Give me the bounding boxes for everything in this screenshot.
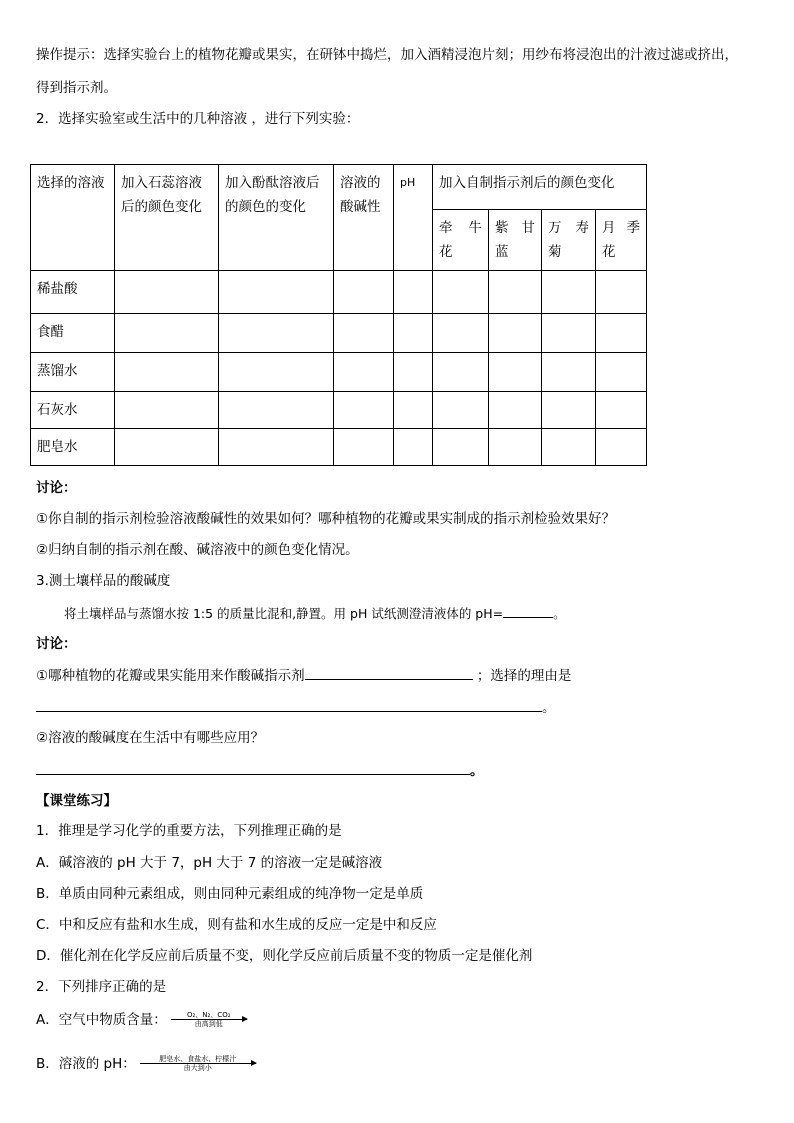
table-cell[interactable] [334, 429, 394, 466]
header-litmus-line1: 加入石蕊溶液 [121, 175, 202, 191]
table-cell[interactable] [115, 392, 219, 429]
soil-test-heading: 3.测土壤样品的酸碱度 [36, 573, 171, 589]
table-cell[interactable] [489, 314, 542, 353]
table-cell[interactable] [596, 429, 647, 466]
operation-tip-line-2: 得到指示剂。 [36, 80, 117, 96]
application-answer-line: 。 [36, 760, 484, 781]
row-label: 食醋 [31, 314, 115, 353]
soil-test-instruction: 将土壤样品与蒸馏水按 1:5 的质量比混和,静置。用 pH 试纸测澄清液体的 pH= 。 [64, 603, 566, 624]
table-cell[interactable] [489, 353, 542, 392]
table-cell[interactable] [433, 429, 489, 466]
practice-q1-option-d: D．催化剂在化学反应前后质量不变，则化学反应前后质量不变的物质一定是催化剂 [36, 948, 533, 964]
table-cell[interactable] [433, 314, 489, 353]
table-cell[interactable] [219, 429, 334, 466]
experiment-table [30, 164, 647, 466]
table-cell[interactable] [334, 353, 394, 392]
header-plant-red-cabbage: 紫 甘 蓝 [489, 210, 542, 271]
table-cell[interactable] [394, 271, 433, 314]
reason-answer-blank[interactable] [36, 697, 542, 712]
table-cell[interactable] [542, 392, 596, 429]
table-cell[interactable] [115, 429, 219, 466]
practice-q1-option-c: C．中和反应有盐和水生成，则有盐和水生成的反应一定是中和反应 [36, 917, 437, 933]
table-cell[interactable] [542, 314, 596, 353]
table-cell[interactable] [596, 353, 647, 392]
header-plant-morning-glory: 牵 牛 花 [433, 210, 489, 271]
table-cell[interactable] [115, 271, 219, 314]
table-cell[interactable] [433, 353, 489, 392]
discussion-1-title: 讨论： [36, 480, 77, 496]
table-cell[interactable] [542, 429, 596, 466]
header-plant-rose: 月 季 花 [596, 210, 647, 271]
practice-q1-option-a: A．碱溶液的 pH 大于 7，pH 大于 7 的溶液一定是碱溶液 [36, 855, 383, 871]
operation-tip-line-1: 操作提示：选择实验台上的植物花瓣或果实，在研钵中捣烂，加入酒精浸泡片刻；用纱布将浸泡出的汁液过滤或挤出， [36, 47, 738, 63]
table-row [31, 271, 647, 314]
table-row [31, 392, 647, 429]
table-cell[interactable] [219, 353, 334, 392]
table-cell[interactable] [433, 271, 489, 314]
discussion-2-question-1: ①哪种植物的花瓣或果实能用来作酸碱指示剂 ；选择的理由是 [36, 665, 571, 686]
table-cell[interactable] [334, 271, 394, 314]
table-cell[interactable] [115, 353, 219, 392]
header-acidity-line2: 酸碱性 [340, 199, 381, 215]
indicator-plant-answer-blank[interactable] [305, 665, 473, 680]
table-cell[interactable] [334, 392, 394, 429]
ordering-arrow: 肥皂水、食盐水、柠檬汁 由大到小 [140, 1055, 256, 1073]
header-homemade-indicator: 加入自制指示剂后的颜色变化 [433, 165, 647, 210]
ordering-arrow: O₂、N₂、CO₂ 由高到低 [171, 1011, 247, 1029]
header-litmus [115, 165, 219, 271]
table-cell[interactable] [219, 314, 334, 353]
row-label: 肥皂水 [31, 429, 115, 466]
table-cell[interactable] [489, 392, 542, 429]
table-row [31, 429, 647, 466]
table-cell[interactable] [394, 392, 433, 429]
discussion-2-question-2: ②溶液的酸碱度在生活中有哪些应用？ [36, 730, 265, 746]
class-practice-title: 【课堂练习】 [36, 793, 117, 809]
table-cell[interactable] [219, 392, 334, 429]
step-2-heading: 2．选择实验室或生活中的几种溶液 ，进行下列实验： [36, 111, 360, 127]
table-cell[interactable] [489, 429, 542, 466]
row-label: 蒸馏水 [31, 353, 115, 392]
table-cell[interactable] [433, 392, 489, 429]
practice-q2-option-b: B．溶液的 pH： 肥皂水、食盐水、柠檬汁 由大到小 [36, 1054, 256, 1074]
table-cell[interactable] [219, 271, 334, 314]
header-ph: pH [394, 165, 433, 271]
header-litmus-line2: 后的颜色变化 [121, 199, 202, 215]
ph-answer-blank[interactable] [503, 603, 553, 618]
practice-question-2: 2．下列排序正确的是 [36, 979, 167, 995]
table-cell[interactable] [542, 353, 596, 392]
header-phenol-line1: 加入酚酞溶液后 [225, 175, 320, 191]
table-row [31, 314, 647, 353]
table-cell[interactable] [115, 314, 219, 353]
table-cell[interactable] [334, 314, 394, 353]
right-arrow-icon [140, 1063, 256, 1064]
practice-q1-option-b: B．单质由同种元素组成，则由同种元素组成的纯净物一定是单质 [36, 886, 424, 902]
table-cell[interactable] [542, 271, 596, 314]
discussion-1-question-2: ②归纳自制的指示剂在酸、碱溶液中的颜色变化情况。 [36, 542, 359, 558]
table-cell[interactable] [596, 314, 647, 353]
table-row [31, 353, 647, 392]
table-cell[interactable] [394, 429, 433, 466]
table-cell[interactable] [596, 271, 647, 314]
header-phenolphthalein [219, 165, 334, 271]
table-cell[interactable] [489, 271, 542, 314]
table-cell[interactable] [394, 353, 433, 392]
row-label: 石灰水 [31, 392, 115, 429]
header-solution: 选择的溶液 [31, 165, 115, 271]
table-header-row [31, 165, 647, 210]
practice-q2-option-a: A．空气中物质含量： O₂、N₂、CO₂ 由高到低 [36, 1010, 247, 1030]
header-acidity-line1: 溶液的 [340, 175, 381, 191]
row-label: 稀盐酸 [31, 271, 115, 314]
reason-answer-line: 。 [36, 697, 556, 718]
application-answer-blank[interactable] [36, 760, 470, 775]
table-cell[interactable] [394, 314, 433, 353]
practice-question-1: 1．推理是学习化学的重要方法，下列推理正确的是 [36, 823, 342, 839]
header-acidity [334, 165, 394, 271]
discussion-2-title: 讨论： [36, 636, 77, 652]
discussion-1-question-1: ①你自制的指示剂检验溶液酸碱性的效果如何？哪种植物的花瓣或果实制成的指示剂检验效果好？ [36, 511, 616, 527]
header-plant-marigold: 万 寿 菊 [542, 210, 596, 271]
header-phenol-line2: 的颜色的变化 [225, 199, 306, 215]
table-cell[interactable] [596, 392, 647, 429]
right-arrow-icon [171, 1019, 247, 1020]
